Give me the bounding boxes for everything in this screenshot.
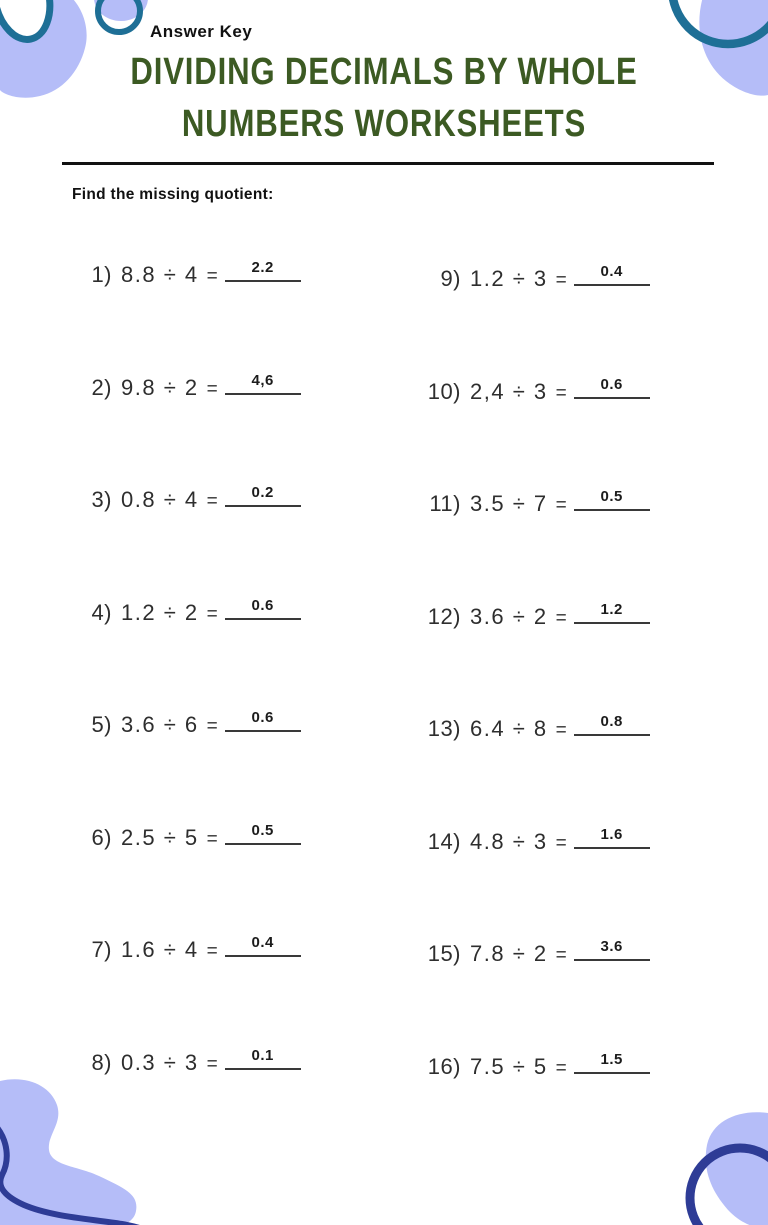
problem-number: 3) [91, 487, 112, 512]
problem-expression: 1.2 ÷ 3 [470, 266, 548, 291]
problem-item [88, 1038, 301, 1151]
problem-number: 1) [91, 262, 112, 287]
problem-item [424, 929, 650, 1042]
ellipse-ring-icon [0, 0, 57, 45]
problem-expression: 1.6 ÷ 4 [121, 937, 199, 962]
answer-line [225, 250, 301, 282]
problem-expression: 9.8 ÷ 2 [121, 374, 199, 400]
equals-sign: = [206, 1053, 218, 1075]
circle-ring-icon [690, 1148, 768, 1225]
equals-sign: = [206, 603, 218, 625]
answer-line [574, 704, 650, 736]
equals-sign: = [206, 378, 218, 400]
problem-expression: 2.5 ÷ 5 [121, 824, 199, 850]
answer-value: 0.5 [600, 488, 623, 505]
instruction-text: Find the missing quotient: [72, 186, 274, 203]
answer-value: 2.2 [251, 259, 274, 276]
problem-number: 7) [91, 937, 112, 962]
problem-item [424, 479, 650, 592]
problem-item [424, 1042, 650, 1155]
answer-value: 1.2 [600, 600, 623, 618]
problem-item [88, 813, 301, 926]
answer-line [574, 929, 650, 961]
answer-value: 3.6 [600, 938, 623, 955]
problem-number: 8) [91, 1049, 112, 1075]
problem-expression: 7.5 ÷ 5 [470, 1053, 548, 1079]
answer-line [574, 592, 650, 624]
answer-value: 0.1 [251, 1046, 274, 1064]
problem-column-right [424, 254, 650, 1154]
problem-item [424, 704, 650, 817]
problem-expression: 0.3 ÷ 3 [121, 1049, 199, 1075]
answer-value: 0.6 [251, 596, 274, 614]
equals-sign: = [555, 945, 567, 966]
problem-item [424, 592, 650, 705]
problem-number: 13) [427, 716, 461, 741]
problem-expression: 3.6 ÷ 6 [121, 712, 199, 737]
problem-expression: 7.8 ÷ 2 [470, 941, 548, 966]
equals-sign: = [206, 828, 218, 850]
problem-number: 4) [91, 599, 112, 625]
answer-value: 0.5 [251, 821, 274, 839]
answer-line [225, 588, 301, 620]
problem-item [88, 588, 301, 701]
answer-line [574, 479, 650, 511]
problem-item [424, 254, 650, 367]
answer-value: 0.2 [251, 484, 274, 501]
answer-line [574, 817, 650, 849]
answer-line [574, 367, 650, 399]
equals-sign: = [555, 495, 567, 516]
answer-value: 0.4 [251, 934, 274, 951]
problem-expression: 2,4 ÷ 3 [470, 378, 548, 404]
answer-value: 0.6 [251, 709, 274, 726]
problem-number: 14) [427, 828, 461, 854]
small-circle-ring-icon [98, 0, 140, 32]
answer-value: 4,6 [251, 371, 274, 389]
page-title-line-2: NUMBERS WORKSHEETS [181, 103, 587, 145]
divider-line [62, 162, 714, 165]
equals-sign: = [555, 832, 567, 854]
equals-sign: = [206, 716, 218, 737]
equals-sign: = [206, 266, 218, 287]
equals-sign: = [555, 607, 567, 629]
equals-sign: = [206, 491, 218, 512]
blob-bottom-right [706, 1112, 768, 1225]
answer-line [574, 254, 650, 286]
answer-key-label: Answer Key [150, 22, 253, 41]
equals-sign: = [555, 382, 567, 404]
problem-item [88, 363, 301, 476]
problem-number: 11) [429, 491, 461, 516]
answer-line [225, 363, 301, 395]
problem-number: 6) [91, 824, 112, 850]
problem-number: 9) [440, 266, 461, 291]
circle-ring-icon [672, 0, 768, 44]
answer-line [225, 700, 301, 732]
problem-expression: 3.5 ÷ 7 [470, 491, 548, 516]
answer-line [574, 1042, 650, 1074]
problem-expression: 1.2 ÷ 2 [121, 599, 199, 625]
answer-line [225, 925, 301, 957]
problem-item [88, 475, 301, 588]
problem-number: 15) [427, 941, 461, 966]
equals-sign: = [206, 941, 218, 962]
problem-column-left [88, 250, 301, 1150]
problem-expression: 8.8 ÷ 4 [121, 262, 199, 287]
equals-sign: = [555, 270, 567, 291]
answer-value: 0.8 [600, 713, 623, 730]
equals-sign: = [555, 720, 567, 741]
equals-sign: = [555, 1057, 567, 1079]
answer-value: 1.6 [600, 825, 623, 843]
answer-value: 0.6 [600, 375, 623, 393]
problem-item [88, 925, 301, 1038]
blob-fragment-top-left [94, 0, 148, 21]
answer-line [225, 813, 301, 845]
page-title [0, 46, 768, 150]
page-title-line-1: DIVIDING DECIMALS BY WHOLE [130, 51, 638, 93]
answer-line [225, 1038, 301, 1070]
problem-expression: 4.8 ÷ 3 [470, 828, 548, 854]
problem-item [88, 700, 301, 813]
answer-value: 1.5 [600, 1050, 623, 1068]
problem-item [424, 817, 650, 930]
answer-value: 0.4 [600, 263, 623, 280]
answer-line [225, 475, 301, 507]
problem-number: 5) [91, 712, 112, 737]
problem-expression: 6.4 ÷ 8 [470, 716, 548, 741]
problem-number: 16) [427, 1053, 461, 1079]
problem-expression: 3.6 ÷ 2 [470, 603, 548, 629]
problem-number: 10) [427, 378, 461, 404]
problem-item [424, 367, 650, 480]
problem-number: 2) [91, 374, 112, 400]
problem-number: 12) [427, 603, 461, 629]
problem-expression: 0.8 ÷ 4 [121, 487, 199, 512]
problem-item [88, 250, 301, 363]
